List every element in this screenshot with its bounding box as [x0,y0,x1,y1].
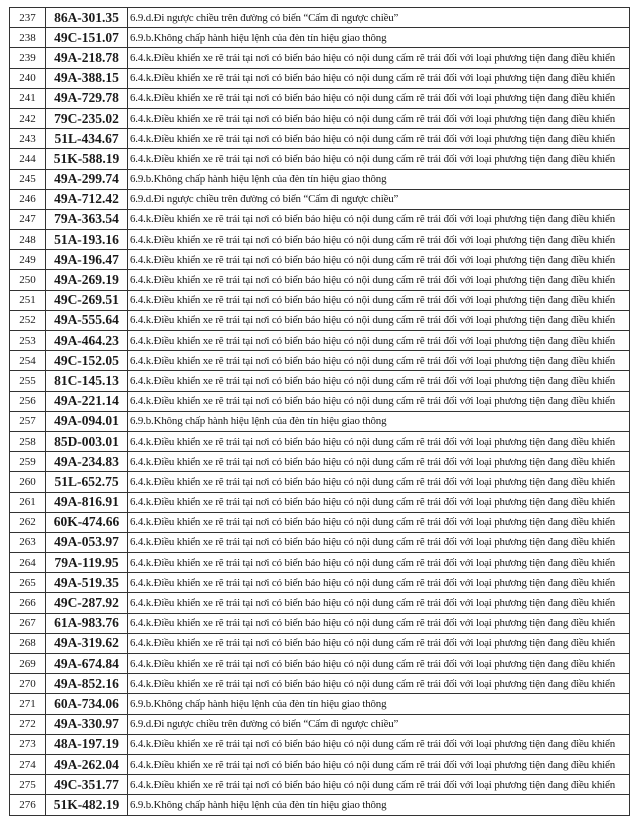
row-number: 272 [10,714,46,734]
violation-description: 6.4.k.Điều khiển xe rẽ trái tại nơi có biển báo hiệu có nội dung cấm rẽ trái đối với loại phương tiện đang điều khiển [128,553,630,573]
violation-description: 6.4.k.Điều khiển xe rẽ trái tại nơi có biển báo hiệu có nội dung cấm rẽ trái đối với loại phương tiện đang điều khiển [128,230,630,250]
violation-description: 6.9.b.Không chấp hành hiệu lệnh của đèn tín hiệu giao thông [128,795,630,815]
violation-description: 6.4.k.Điều khiển xe rẽ trái tại nơi có biển báo hiệu có nội dung cấm rẽ trái đối với loại phương tiện đang điều khiển [128,452,630,472]
license-plate: 48A-197.19 [46,734,128,754]
table-row [10,613,630,633]
row-number: 275 [10,775,46,795]
row-number: 270 [10,674,46,694]
violation-description: 6.4.k.Điều khiển xe rẽ trái tại nơi có biển báo hiệu có nội dung cấm rẽ trái đối với loại phương tiện đang điều khiển [128,532,630,552]
row-number: 241 [10,88,46,108]
violation-description: 6.4.k.Điều khiển xe rẽ trái tại nơi có biển báo hiệu có nội dung cấm rẽ trái đối với loại phương tiện đang điều khiển [128,331,630,351]
violation-description: 6.9.d.Đi ngược chiều trên đường có biển “Cấm đi ngược chiều” [128,8,630,28]
license-plate: 51L-434.67 [46,129,128,149]
license-plate: 49A-094.01 [46,411,128,431]
license-plate: 49C-287.92 [46,593,128,613]
violation-description: 6.4.k.Điều khiển xe rẽ trái tại nơi có biển báo hiệu có nội dung cấm rẽ trái đối với loại phương tiện đang điều khiển [128,613,630,633]
license-plate: 49A-218.78 [46,48,128,68]
table-row [10,674,630,694]
table-row [10,754,630,774]
row-number: 246 [10,189,46,209]
license-plate: 49C-151.07 [46,28,128,48]
violation-description: 6.4.k.Điều khiển xe rẽ trái tại nơi có biển báo hiệu có nội dung cấm rẽ trái đối với loại phương tiện đang điều khiển [128,654,630,674]
row-number: 273 [10,734,46,754]
violation-description: 6.4.k.Điều khiển xe rẽ trái tại nơi có biển báo hiệu có nội dung cấm rẽ trái đối với loại phương tiện đang điều khiển [128,351,630,371]
table-row [10,169,630,189]
row-number: 266 [10,593,46,613]
license-plate: 51K-482.19 [46,795,128,815]
violation-description: 6.4.k.Điều khiển xe rẽ trái tại nơi có biển báo hiệu có nội dung cấm rẽ trái đối với loại phương tiện đang điều khiển [128,593,630,613]
table-row [10,411,630,431]
row-number: 276 [10,795,46,815]
table-row [10,714,630,734]
row-number: 274 [10,754,46,774]
row-number: 260 [10,472,46,492]
license-plate: 49A-319.62 [46,633,128,653]
license-plate: 49A-262.04 [46,754,128,774]
license-plate: 79C-235.02 [46,108,128,128]
row-number: 245 [10,169,46,189]
row-number: 256 [10,391,46,411]
license-plate: 49A-555.64 [46,310,128,330]
license-plate: 61A-983.76 [46,613,128,633]
license-plate: 49A-269.19 [46,270,128,290]
violations-table-body [10,8,630,816]
table-row [10,654,630,674]
table-row [10,633,630,653]
row-number: 268 [10,633,46,653]
violation-description: 6.4.k.Điều khiển xe rẽ trái tại nơi có biển báo hiệu có nội dung cấm rẽ trái đối với loại phương tiện đang điều khiển [128,633,630,653]
table-row [10,88,630,108]
violation-description: 6.4.k.Điều khiển xe rẽ trái tại nơi có biển báo hiệu có nội dung cấm rẽ trái đối với loại phương tiện đang điều khiển [128,310,630,330]
row-number: 252 [10,310,46,330]
license-plate: 60K-474.66 [46,512,128,532]
violation-description: 6.4.k.Điều khiển xe rẽ trái tại nơi có biển báo hiệu có nội dung cấm rẽ trái đối với loại phương tiện đang điều khiển [128,270,630,290]
table-row [10,512,630,532]
violation-description: 6.4.k.Điều khiển xe rẽ trái tại nơi có biển báo hiệu có nội dung cấm rẽ trái đối với loại phương tiện đang điều khiển [128,68,630,88]
license-plate: 51L-652.75 [46,472,128,492]
row-number: 243 [10,129,46,149]
row-number: 250 [10,270,46,290]
row-number: 264 [10,553,46,573]
row-number: 269 [10,654,46,674]
license-plate: 49A-464.23 [46,331,128,351]
license-plate: 49A-674.84 [46,654,128,674]
violation-description: 6.4.k.Điều khiển xe rẽ trái tại nơi có biển báo hiệu có nội dung cấm rẽ trái đối với loại phương tiện đang điều khiển [128,209,630,229]
table-row [10,28,630,48]
row-number: 251 [10,290,46,310]
license-plate: 79A-119.95 [46,553,128,573]
table-row [10,250,630,270]
license-plate: 49A-221.14 [46,391,128,411]
violation-description: 6.4.k.Điều khiển xe rẽ trái tại nơi có biển báo hiệu có nội dung cấm rẽ trái đối với loại phương tiện đang điều khiển [128,250,630,270]
license-plate: 86A-301.35 [46,8,128,28]
row-number: 265 [10,573,46,593]
row-number: 262 [10,512,46,532]
license-plate: 49A-729.78 [46,88,128,108]
table-row [10,68,630,88]
violation-description: 6.4.k.Điều khiển xe rẽ trái tại nơi có biển báo hiệu có nội dung cấm rẽ trái đối với loại phương tiện đang điều khiển [128,492,630,512]
table-row [10,108,630,128]
row-number: 257 [10,411,46,431]
violation-description: 6.4.k.Điều khiển xe rẽ trái tại nơi có biển báo hiệu có nội dung cấm rẽ trái đối với loại phương tiện đang điều khiển [128,391,630,411]
row-number: 267 [10,613,46,633]
table-row [10,290,630,310]
table-row [10,775,630,795]
license-plate: 49C-351.77 [46,775,128,795]
table-row [10,371,630,391]
row-number: 249 [10,250,46,270]
table-row [10,270,630,290]
table-row [10,532,630,552]
violation-description: 6.4.k.Điều khiển xe rẽ trái tại nơi có biển báo hiệu có nội dung cấm rẽ trái đối với loại phương tiện đang điều khiển [128,754,630,774]
table-row [10,593,630,613]
license-plate: 81C-145.13 [46,371,128,391]
row-number: 255 [10,371,46,391]
license-plate: 49A-388.15 [46,68,128,88]
table-row [10,129,630,149]
table-row [10,431,630,451]
row-number: 271 [10,694,46,714]
table-row [10,472,630,492]
row-number: 263 [10,532,46,552]
table-row [10,553,630,573]
license-plate: 51K-588.19 [46,149,128,169]
violation-description: 6.4.k.Điều khiển xe rẽ trái tại nơi có biển báo hiệu có nội dung cấm rẽ trái đối với loại phương tiện đang điều khiển [128,734,630,754]
license-plate: 85D-003.01 [46,431,128,451]
row-number: 253 [10,331,46,351]
violations-table [9,7,630,816]
license-plate: 49A-330.97 [46,714,128,734]
row-number: 254 [10,351,46,371]
violation-description: 6.4.k.Điều khiển xe rẽ trái tại nơi có biển báo hiệu có nội dung cấm rẽ trái đối với loại phương tiện đang điều khiển [128,775,630,795]
license-plate: 49A-234.83 [46,452,128,472]
violation-description: 6.4.k.Điều khiển xe rẽ trái tại nơi có biển báo hiệu có nội dung cấm rẽ trái đối với loại phương tiện đang điều khiển [128,371,630,391]
table-row [10,795,630,815]
violation-description: 6.9.b.Không chấp hành hiệu lệnh của đèn tín hiệu giao thông [128,411,630,431]
license-plate: 51A-193.16 [46,230,128,250]
violation-description: 6.4.k.Điều khiển xe rẽ trái tại nơi có biển báo hiệu có nội dung cấm rẽ trái đối với loại phương tiện đang điều khiển [128,88,630,108]
table-row [10,452,630,472]
table-row [10,573,630,593]
row-number: 239 [10,48,46,68]
violation-description: 6.4.k.Điều khiển xe rẽ trái tại nơi có biển báo hiệu có nội dung cấm rẽ trái đối với loại phương tiện đang điều khiển [128,472,630,492]
table-row [10,492,630,512]
license-plate: 49A-816.91 [46,492,128,512]
table-row [10,189,630,209]
table-row [10,351,630,371]
row-number: 247 [10,209,46,229]
violation-description: 6.4.k.Điều khiển xe rẽ trái tại nơi có biển báo hiệu có nội dung cấm rẽ trái đối với loại phương tiện đang điều khiển [128,512,630,532]
table-row [10,310,630,330]
table-row [10,149,630,169]
violation-description: 6.4.k.Điều khiển xe rẽ trái tại nơi có biển báo hiệu có nội dung cấm rẽ trái đối với loại phương tiện đang điều khiển [128,290,630,310]
table-row [10,331,630,351]
violation-description: 6.9.b.Không chấp hành hiệu lệnh của đèn tín hiệu giao thông [128,694,630,714]
license-plate: 49C-269.51 [46,290,128,310]
row-number: 244 [10,149,46,169]
violation-description: 6.4.k.Điều khiển xe rẽ trái tại nơi có biển báo hiệu có nội dung cấm rẽ trái đối với loại phương tiện đang điều khiển [128,674,630,694]
table-row [10,230,630,250]
license-plate: 49A-196.47 [46,250,128,270]
table-row [10,209,630,229]
table-row [10,694,630,714]
violation-description: 6.4.k.Điều khiển xe rẽ trái tại nơi có biển báo hiệu có nội dung cấm rẽ trái đối với loại phương tiện đang điều khiển [128,129,630,149]
violation-description: 6.9.b.Không chấp hành hiệu lệnh của đèn tín hiệu giao thông [128,169,630,189]
license-plate: 49A-299.74 [46,169,128,189]
license-plate: 49A-852.16 [46,674,128,694]
table-row [10,391,630,411]
table-row [10,48,630,68]
row-number: 242 [10,108,46,128]
violation-description: 6.4.k.Điều khiển xe rẽ trái tại nơi có biển báo hiệu có nội dung cấm rẽ trái đối với loại phương tiện đang điều khiển [128,431,630,451]
violation-description: 6.9.d.Đi ngược chiều trên đường có biển “Cấm đi ngược chiều” [128,189,630,209]
row-number: 258 [10,431,46,451]
table-row [10,8,630,28]
row-number: 261 [10,492,46,512]
row-number: 238 [10,28,46,48]
row-number: 237 [10,8,46,28]
violation-description: 6.9.d.Đi ngược chiều trên đường có biển “Cấm đi ngược chiều” [128,714,630,734]
row-number: 248 [10,230,46,250]
violation-description: 6.4.k.Điều khiển xe rẽ trái tại nơi có biển báo hiệu có nội dung cấm rẽ trái đối với loại phương tiện đang điều khiển [128,48,630,68]
row-number: 240 [10,68,46,88]
violation-description: 6.9.b.Không chấp hành hiệu lệnh của đèn tín hiệu giao thông [128,28,630,48]
license-plate: 49A-712.42 [46,189,128,209]
license-plate: 60A-734.06 [46,694,128,714]
violation-description: 6.4.k.Điều khiển xe rẽ trái tại nơi có biển báo hiệu có nội dung cấm rẽ trái đối với loại phương tiện đang điều khiển [128,573,630,593]
violation-description: 6.4.k.Điều khiển xe rẽ trái tại nơi có biển báo hiệu có nội dung cấm rẽ trái đối với loại phương tiện đang điều khiển [128,149,630,169]
license-plate: 49C-152.05 [46,351,128,371]
license-plate: 49A-519.35 [46,573,128,593]
violation-description: 6.4.k.Điều khiển xe rẽ trái tại nơi có biển báo hiệu có nội dung cấm rẽ trái đối với loại phương tiện đang điều khiển [128,108,630,128]
license-plate: 79A-363.54 [46,209,128,229]
license-plate: 49A-053.97 [46,532,128,552]
row-number: 259 [10,452,46,472]
table-row [10,734,630,754]
